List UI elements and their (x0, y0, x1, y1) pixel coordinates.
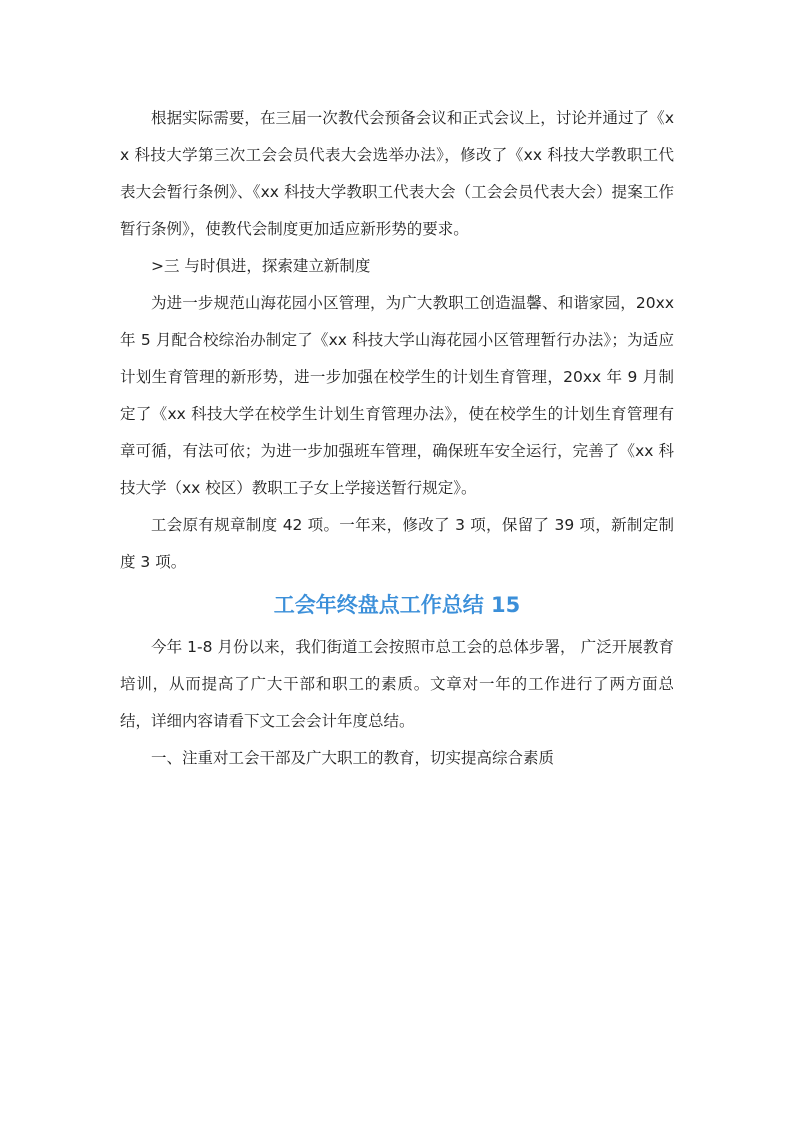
section-heading-one: 一、注重对工会干部及广大职工的教育，切实提高综合素质 (151, 749, 555, 767)
paragraph-regulation-count: 工会原有规章制度 42 项。一年来，修改了 3 项，保留了 39 项，新制定制度 3 项。 (120, 516, 674, 571)
paragraph-intro: 今年 1-8 月份以来，我们街道工会按照市总工会的总体步署， 广泛开展教育培训，从而提高了广大干部和职工的素质。文章对一年的工作进行了两方面总结，详细内容请看下文工会会计年度总结。 (120, 638, 674, 730)
section-heading-three: >三 与时俱进，探索建立新制度 (151, 257, 371, 275)
paragraph-revision-regulations: 根据实际需要，在三届一次教代会预备会议和正式会议上，讨论并通过了《xx 科技大学第三次工会会员代表大会选举办法》，修改了《xx 科技大学教职工代表大会暂行条例》、《xx 科技大学教职工代表大会（工会会员代表大会）提案工作暂行条例》，使教代会制度更加适应新形势的要求。 (120, 109, 674, 238)
document-page (120, 100, 674, 777)
article-title: 工会年终盘点工作总结 15 (273, 593, 521, 617)
paragraph-new-regulations: 为进一步规范山海花园小区管理，为广大教职工创造温馨、和谐家园，20xx 年 5 月配合校综治办制定了《xx 科技大学山海花园小区管理暂行办法》；为适应计划生育管理的新形势，进一步加强在校学生的计划生育管理，20xx 年 9 月制定了《xx 科技大学在校学生计划生育管理办法》，使在校学生的计划生育管理有章可循，有法可依；为进一步加强班车管理，确保班车安全运行，完善了《xx 科技大学（xx 校区）教职工子女上学接送暂行规定》。 (120, 294, 674, 497)
